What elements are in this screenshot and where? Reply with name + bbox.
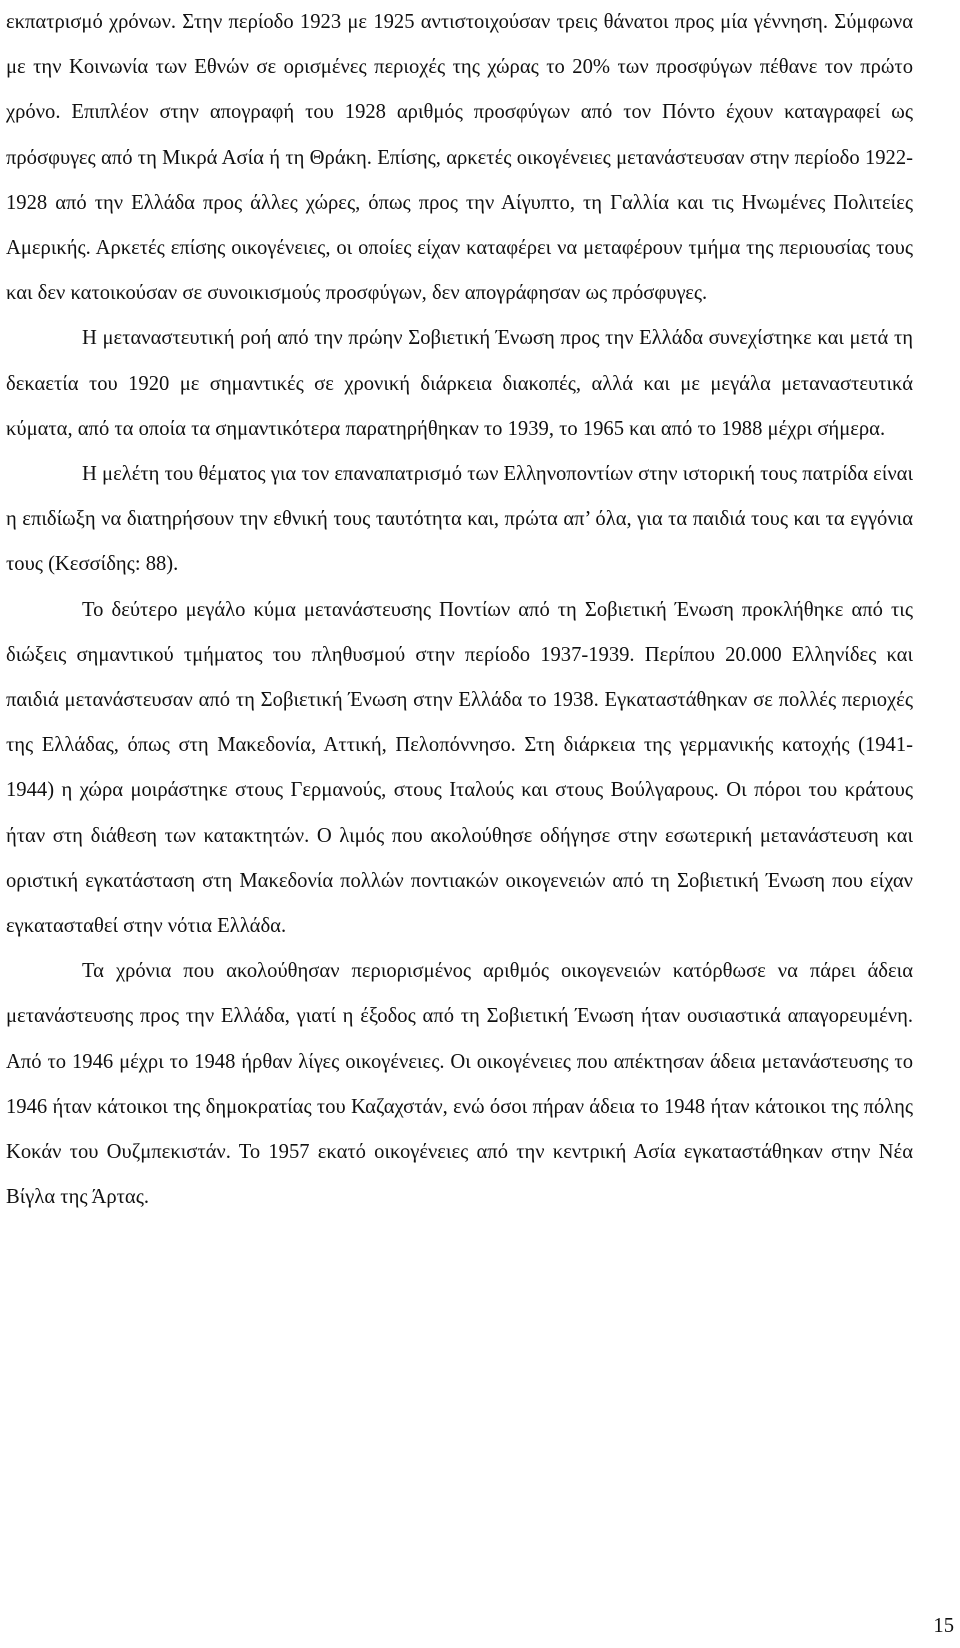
paragraph-1: εκπατρισμό χρόνων. Στην περίοδο 1923 με 1925 αντιστοιχούσαν τρεις θάνατοι προς μία γέννηση. Σύμφωνα με την Κοινωνία των Εθνών σε ορισμένες περιοχές της χώρας το 20% των προσφύγων πέθανε τον πρώτο χρόνο. Επιπλέον στην απογραφή του 1928 αριθμός προσφύγων από τον Πόντο έχουν καταγραφεί ως πρόσφυγες από τη Μικρά Ασία ή τη Θράκη. Επίσης, αρκετές οικογένειες μετανάστευσαν στην περίοδο 1922-1928 από την Ελλάδα προς άλλες χώρες, όπως προς την Αίγυπτο, τη Γαλλία και τις Ηνωμένες Πολιτείες Αμερικής. Αρκετές επίσης οικογένειες, οι οποίες είχαν καταφέρει να μεταφέρουν τμήμα της περιουσίας τους και δεν κατοικούσαν σε συνοικισμούς προσφύγων, δεν απογράφησαν ως πρόσφυγες. — [6, 11, 913, 305]
paragraph-2: Η μεταναστευτική ροή από την πρώην Σοβιετική Ένωση προς την Ελλάδα συνεχίστηκε και μετά τη δεκαετία του 1920 με σημαντικές σε χρονική διάρκεια διακοπές, αλλά και με μεγάλα μεταναστευτικά κύματα, από τα οποία τα σημαντικότερα παρατηρήθηκαν το 1939, το 1965 και από το 1988 μέχρι σήμερα. — [6, 327, 913, 440]
paragraph-4: Το δεύτερο μεγάλο κύμα μετανάστευσης Ποντίων από τη Σοβιετική Ένωση προκλήθηκε από τις διώξεις σημαντικού τμήματος του πληθυσμού στην περίοδο 1937-1939. Περίπου 20.000 Ελληνίδες και παιδιά μετανάστευσαν από τη Σοβιετική Ένωση στην Ελλάδα το 1938. Εγκαταστάθηκαν σε πολλές περιοχές της Ελλάδας, όπως στη Μακεδονία, Αττική, Πελοπόννησο. Στη διάρκεια της γερμανικής κατοχής (1941-1944) η χώρα μοιράστηκε στους Γερμανούς, στους Ιταλούς και στους Βούλγαρους. Οι πόροι του κράτους ήταν στη διάθεση των κατακτητών. Ο λιμός που ακολούθησε οδήγησε στην εσωτερική μετανάστευση και οριστική εγκατάσταση στη Μακεδονία πολλών ποντιακών οικογενειών από τη Σοβιετική Ένωση που είχαν εγκατασταθεί στην νότια Ελλάδα. — [6, 598, 913, 938]
page-number: 15 — [933, 1615, 954, 1637]
paragraph-5: Τα χρόνια που ακολούθησαν περιορισμένος αριθμός οικογενειών κατόρθωσε να πάρει άδεια μετανάστευσης προς την Ελλάδα, γιατί η έξοδος από τη Σοβιετική Ένωση ήταν ουσιαστικά απαγορευμένη. Από το 1946 μέχρι το 1948 ήρθαν λίγες οικογένειες. Οι οικογένειες που απέκτησαν άδεια μετανάστευσης το 1946 ήταν κάτοικοι της δημοκρατίας του Καζαχστάν, ενώ όσοι πήραν άδεια το 1948 ήταν κάτοικοι της πόλης Κοκάν του Ουζμπεκιστάν. Το 1957 εκατό οικογένειες από την κεντρική Ασία εγκαταστάθηκαν στην Νέα Βίγλα της Άρτας. — [6, 960, 913, 1209]
document-body — [6, 0, 913, 1220]
paragraph-3: Η μελέτη του θέματος για τον επαναπατρισμό των Ελληνοποντίων στην ιστορική τους πατρίδα είναι η επιδίωξη να διατηρήσουν την εθνική τους ταυτότητα και, πρώτα απ’ όλα, για τα παιδιά τους και τα εγγόνια τους (Κεσσίδης: 88). — [6, 463, 913, 576]
